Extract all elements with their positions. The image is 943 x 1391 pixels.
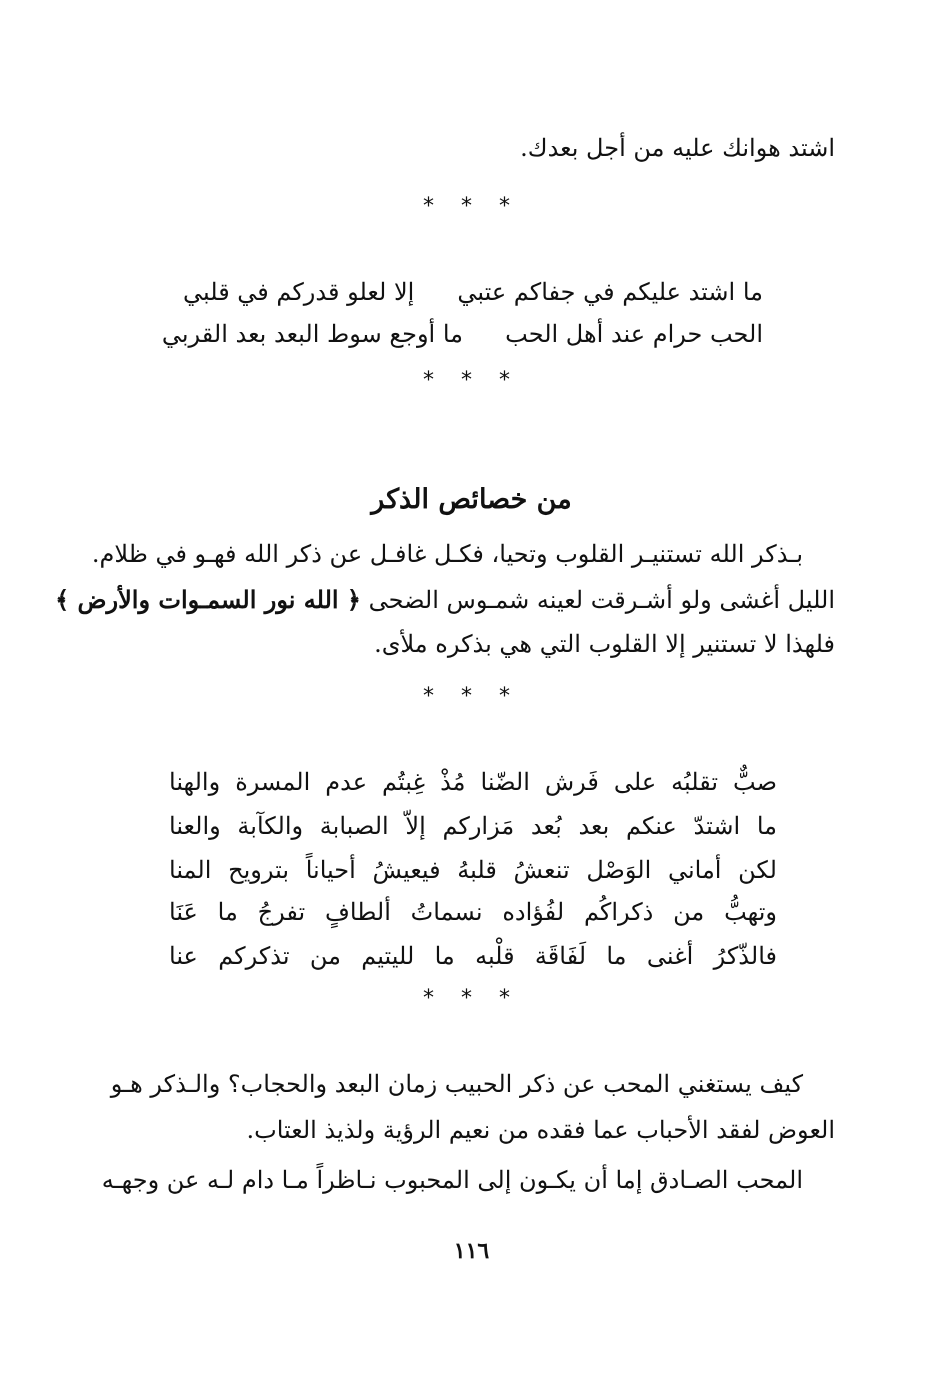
paragraph-2-line-2-text: الليل أغشى ولو أشـرقت لعينه شمـوس الضحى xyxy=(368,586,835,614)
separator-2: * * * xyxy=(423,368,520,393)
separator-3: * * * xyxy=(423,684,520,709)
poem-2-line-5: فالذّكرُ أغنى ما لَفَاقَة قلْبه ما لليتيم من تذكركم عنا xyxy=(169,942,777,970)
hemistich-left: إلا لعلو قدركم في قلبي xyxy=(183,278,415,306)
section-title: من خصائص الذكر xyxy=(371,484,572,515)
poem-1-verse-1 xyxy=(183,272,763,312)
paragraph-3-line-2: العوض لفقد الأحباب عما فقده من نعيم الرؤية ولذيذ العتاب. xyxy=(246,1116,835,1144)
paragraph-3-line-1: كيف يستغني المحب عن ذكر الحبيب زمان البعد والحجاب؟ والـذكر هـو xyxy=(110,1070,803,1098)
paragraph-4: المحب الصـادق إما أن يكـون إلى المحبوب نـاظراً مـا دام لـه عن وجهـه xyxy=(101,1166,803,1194)
quran-quote: ﴿ الله نور السمـوات والأرض ﴾ xyxy=(55,585,361,614)
poem-2-line-4: وتهبُّ من ذكراكُم لفُؤاده نسماتُ ألطافٍ تفرجُ ما عَنَا xyxy=(169,898,777,926)
hemistich-right: ما اشتد عليكم في جفاكم عتبي xyxy=(457,278,763,306)
paragraph-2-line-1: بـذكر الله تستنيـر القلوب وتحيا، فكـل غافـل عن ذكر الله فهـو في ظلام. xyxy=(91,540,803,568)
poem-1-verse-2 xyxy=(161,314,763,354)
poem-2-line-3: لكن أماني الوَصْل تنعشُ قلبهُ فيعيشُ أحياناً بترويح المنا xyxy=(169,856,777,884)
separator-4: * * * xyxy=(423,986,520,1011)
hemistich-right: الحب حرام عند أهل الحب xyxy=(505,320,763,348)
paragraph-2-line-2 xyxy=(55,580,835,620)
poem-2-line-2: ما اشتدّ عنكم بعد بُعد مَزاركم إلاّ الصبابة والكآبة والعنا xyxy=(169,812,777,840)
hemistich-left: ما أوجع سوط البعد بعد القربي xyxy=(161,320,463,348)
poem-2-line-1: صبٌّ تقلبُه على فَرش الضّنا مُذْ غِبتُم عدم المسرة والهنا xyxy=(169,768,777,796)
top-paragraph: اشتد هوانك عليه من أجل بعدك. xyxy=(520,134,835,162)
page-number: ١١٦ xyxy=(453,1238,490,1264)
separator-1: * * * xyxy=(423,194,520,219)
paragraph-2-line-3: فلهذا لا تستنير إلا القلوب التي هي بذكره ملأى. xyxy=(374,630,835,658)
